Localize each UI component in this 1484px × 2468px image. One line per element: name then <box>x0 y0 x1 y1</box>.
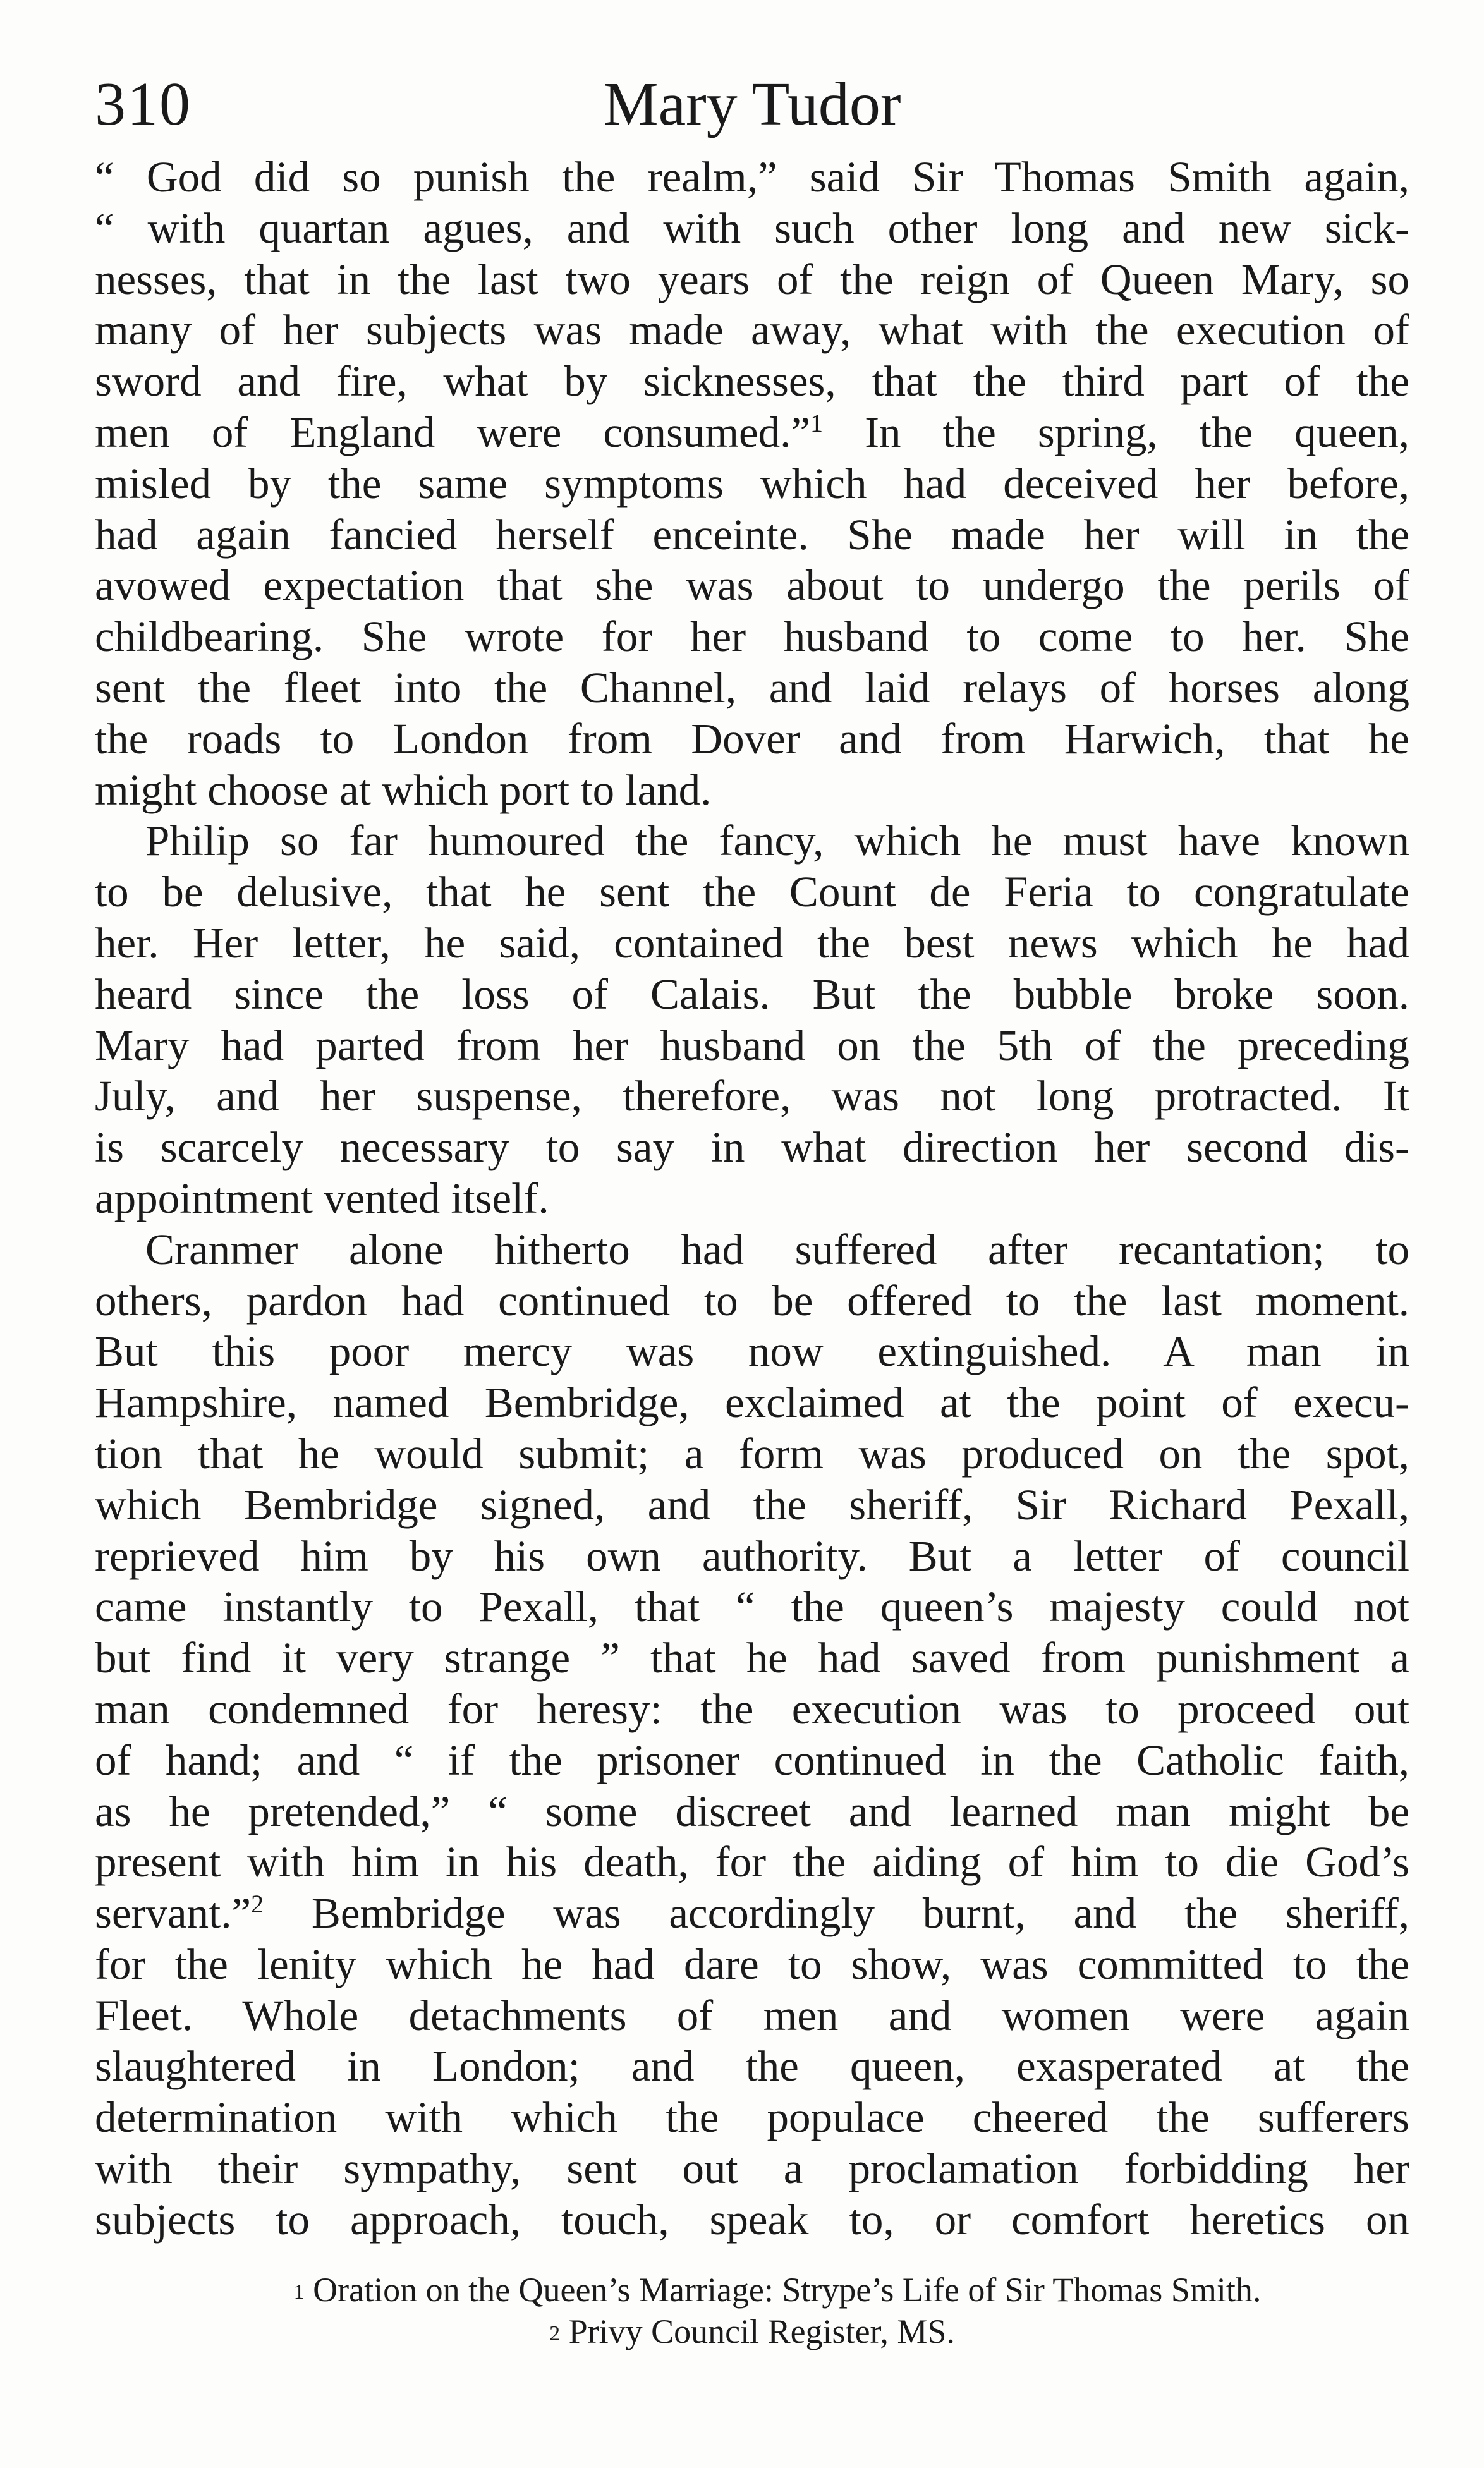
line-text: but find it very strange ” that he had saved from punishment a <box>95 1634 1409 1682</box>
text-line <box>95 918 1409 969</box>
footnote-reference: 1 <box>810 408 824 437</box>
line-text: reprieved him by his own authority. But a letter of council <box>95 1531 1409 1580</box>
line-text: avowed expectation that she was about to undergo the perils of <box>95 561 1409 610</box>
line-text-continued: Bembridge was accordingly burnt, and the sheriff, <box>311 1889 1409 1938</box>
line-text: determination with which the populace cheered the sufferers <box>95 2093 1409 2142</box>
line-text: with their sympathy, sent out a proclamation forbidding her <box>95 2144 1409 2193</box>
text-line <box>95 611 1409 662</box>
line-text: of hand; and “ if the prisoner continued in the Catholic faith, <box>95 1736 1409 1784</box>
text-line <box>95 1275 1409 1327</box>
text-line <box>95 866 1409 918</box>
text-line <box>95 662 1409 714</box>
text-line <box>95 2143 1409 2194</box>
text-line <box>95 1837 1409 1888</box>
line-text: Philip so far humoured the fancy, which he must have known <box>145 817 1409 865</box>
line-text: sent the fleet into the Channel, and laid relays of horses along <box>95 663 1409 712</box>
line-text: tion that he would submit; a form was produced on the spot, <box>95 1429 1409 1478</box>
footnotes <box>95 2269 1409 2352</box>
text-line <box>95 765 1409 816</box>
text-line <box>95 1173 1409 1224</box>
line-text: others, pardon had continued to be offered to the last moment. <box>95 1276 1409 1325</box>
text-line <box>95 203 1409 254</box>
text-line <box>95 560 1409 611</box>
text-line <box>95 969 1409 1020</box>
text-line <box>95 1071 1409 1122</box>
text-line <box>95 1990 1409 2041</box>
text-line <box>95 1326 1409 1377</box>
line-text: came instantly to Pexall, that “ the queen’s majesty could not <box>95 1583 1409 1631</box>
text-line <box>95 407 1409 458</box>
line-text: But this poor mercy was now extinguished. A man in <box>95 1327 1409 1376</box>
text-line <box>95 1122 1409 1173</box>
line-text: is scarcely necessary to say in what direction her second dis- <box>95 1123 1409 1172</box>
text-line <box>95 1735 1409 1786</box>
line-text: man condemned for heresy: the execution was to proceed out <box>95 1684 1409 1733</box>
page-number: 310 <box>95 70 192 138</box>
line-text: present with him in his death, for the aiding of him to die God’s <box>95 1838 1409 1887</box>
text-line <box>95 305 1409 356</box>
line-text: servant.” <box>95 1889 252 1938</box>
line-text: July, and her suspense, therefore, was not long protracted. It <box>95 1072 1409 1121</box>
text-line <box>95 1684 1409 1735</box>
footnote-text: Privy Council Register, MS. <box>568 2313 955 2350</box>
line-text: “ with quartan agues, and with such other long and new sick- <box>95 204 1409 252</box>
text-line <box>95 1020 1409 1071</box>
line-text: to be delusive, that he sent the Count de Feria to congratulate <box>95 868 1409 916</box>
line-text: which Bembridge signed, and the sheriff, Sir Richard Pexall, <box>95 1480 1409 1529</box>
footnote-text: Oration on the Queen’s Marriage: Strype’s Life of Sir Thomas Smith. <box>313 2271 1262 2309</box>
footnote-1 <box>95 2269 1409 2311</box>
text-line <box>95 1581 1409 1632</box>
text-line <box>95 1786 1409 1837</box>
line-text: Hampshire, named Bembridge, exclaimed at the point of execu- <box>95 1378 1409 1427</box>
line-text: might choose at which port to land. <box>95 765 712 814</box>
line-text-continued: In the spring, the queen, <box>865 408 1409 456</box>
text-line <box>95 254 1409 305</box>
text-line <box>95 2194 1409 2246</box>
footnote-reference: 2 <box>251 1890 264 1919</box>
line-text: as he pretended,” “ some discreet and learned man might be <box>95 1787 1409 1835</box>
line-text: subjects to approach, touch, speak to, or comfort heretics on <box>95 2195 1409 2244</box>
text-line <box>95 1888 1409 1939</box>
text-line <box>95 1428 1409 1480</box>
line-text: her. Her letter, he said, contained the best news which he had <box>95 918 1409 967</box>
line-text: slaughtered in London; and the queen, exasperated at the <box>95 2042 1409 2091</box>
page-header <box>95 63 1409 145</box>
text-line <box>95 714 1409 765</box>
line-text: many of her subjects was made away, what with the execution of <box>95 306 1409 355</box>
text-line <box>95 1531 1409 1582</box>
line-text: Cranmer alone hitherto had suffered after recantation; to <box>145 1225 1409 1274</box>
text-line <box>95 1377 1409 1428</box>
footnote-number: 1 <box>293 2280 305 2304</box>
text-line <box>95 2041 1409 2092</box>
line-text: misled by the same symptoms which had deceived her before, <box>95 459 1409 508</box>
body-text <box>95 152 1409 2246</box>
text-line <box>95 1480 1409 1531</box>
text-line <box>95 509 1409 561</box>
line-text: had again fancied herself enceinte. She made her will in the <box>95 510 1409 559</box>
text-line <box>95 815 1409 866</box>
text-line <box>95 1224 1409 1275</box>
line-text: appointment vented itself. <box>95 1174 549 1222</box>
line-text: Mary had parted from her husband on the 5th of the preceding <box>95 1021 1409 1069</box>
line-text: heard since the loss of Calais. But the bubble broke soon. <box>95 970 1409 1018</box>
running-head: Mary Tudor <box>603 70 901 138</box>
text-line <box>95 1632 1409 1684</box>
text-line <box>95 356 1409 407</box>
line-text: “ God did so punish the realm,” said Sir Thomas Smith again, <box>95 153 1409 201</box>
footnote-number: 2 <box>549 2322 561 2345</box>
line-text: sword and fire, what by sicknesses, that the third part of the <box>95 357 1409 406</box>
text-line <box>95 458 1409 509</box>
line-text: Fleet. Whole detachments of men and women were again <box>95 1991 1409 2039</box>
text-line <box>95 2092 1409 2143</box>
line-text: for the lenity which he had dare to show, was committed to the <box>95 1940 1409 1988</box>
line-text: men of England were consumed.” <box>95 408 811 456</box>
line-text: childbearing. She wrote for her husband to come to her. She <box>95 612 1409 661</box>
line-text: nesses, that in the last two years of the reign of Queen Mary, so <box>95 255 1409 303</box>
line-text: the roads to London from Dover and from Harwich, that he <box>95 714 1409 763</box>
footnote-2 <box>95 2311 1409 2352</box>
text-line <box>95 1939 1409 1990</box>
text-line <box>95 152 1409 203</box>
